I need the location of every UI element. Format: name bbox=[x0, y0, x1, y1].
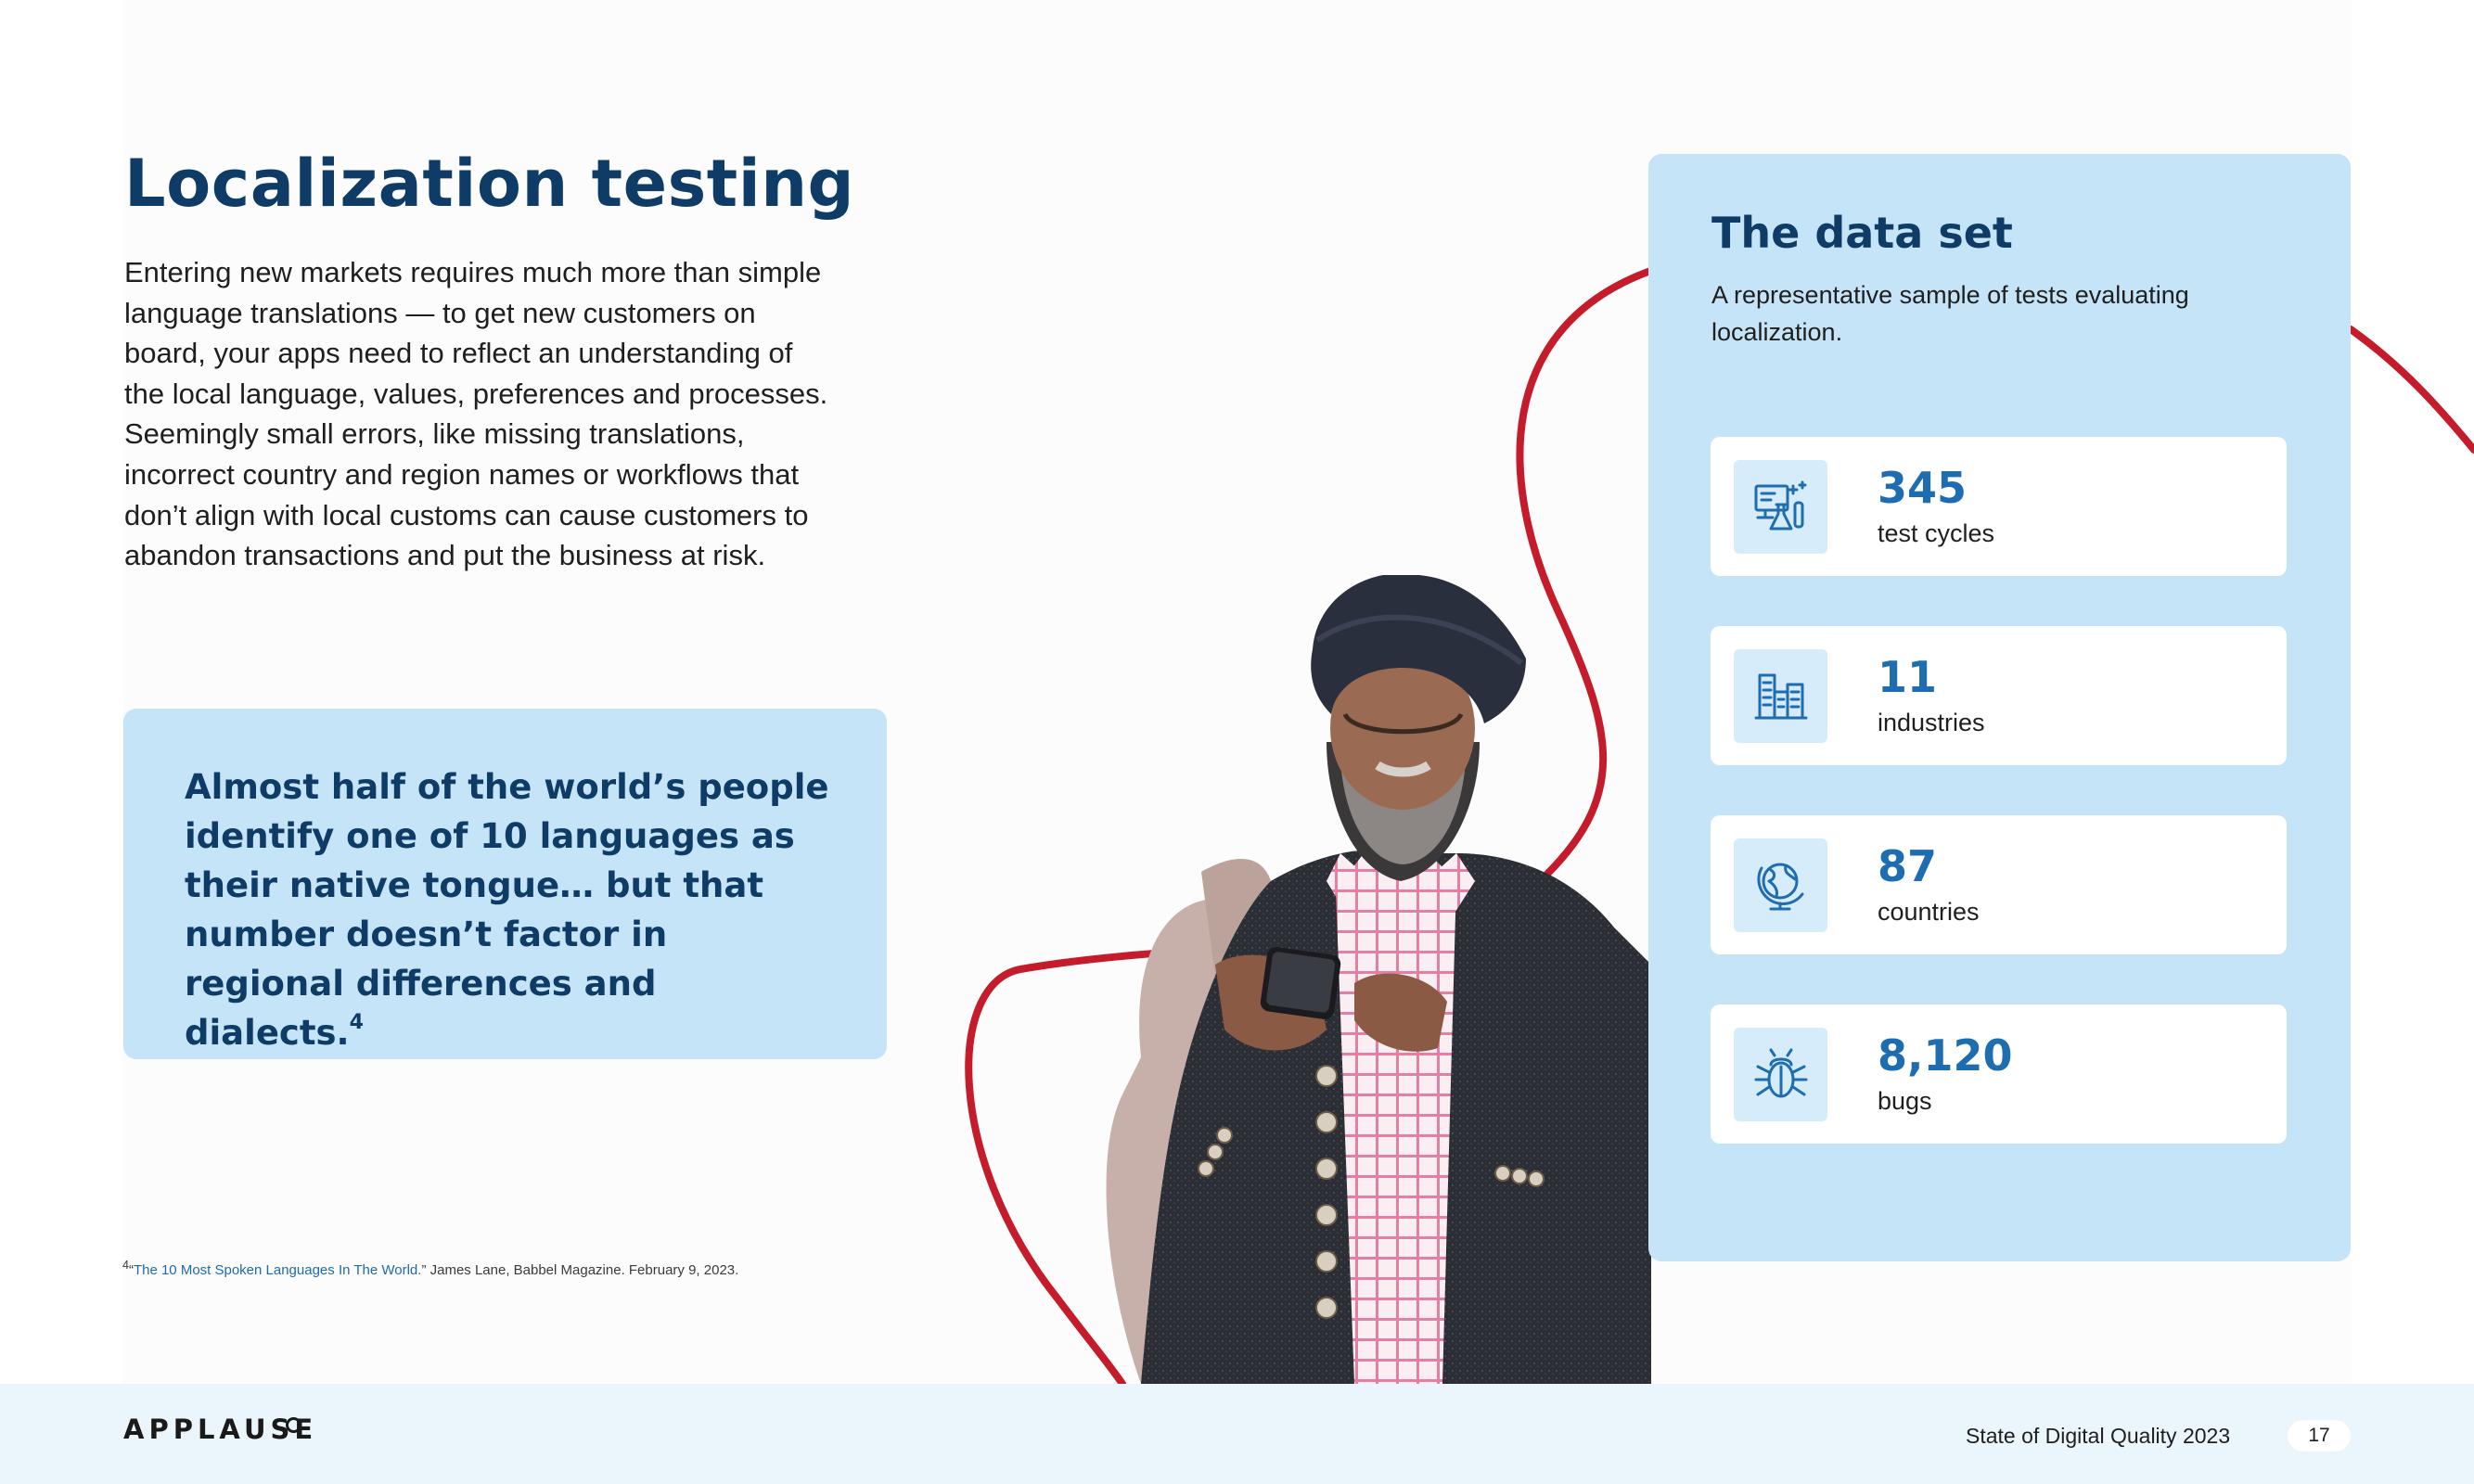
footnote-open-quote: “ bbox=[128, 1262, 134, 1278]
logo-mark-icon bbox=[286, 1417, 301, 1433]
stat-card-test-cycles bbox=[1711, 437, 2287, 576]
page-number: 17 bbox=[2288, 1420, 2351, 1452]
intro-paragraph: Entering new markets requires much more than simple language translations — to get new customers on board, your apps need to reflect an understanding of the local language, values, preferences and processes. Seemingly small errors, like missing translations, incorrect country and region names or workflows that don’t align with local customs can cause customers to abandon transactions and put the business at risk. bbox=[124, 256, 828, 572]
stat-value-bugs: 8,120 bbox=[1878, 1030, 2013, 1081]
data-set-panel bbox=[1648, 154, 2351, 1261]
stat-label-countries: countries bbox=[1878, 898, 1980, 926]
lab-computer-icon bbox=[1734, 460, 1827, 554]
data-set-subtitle: A representative sample of tests evaluating localization. bbox=[1711, 281, 2189, 346]
data-set-title: The data set bbox=[1711, 208, 2013, 258]
callout-footnote-ref[interactable]: 4 bbox=[349, 1010, 364, 1034]
stat-label-industries: industries bbox=[1878, 709, 1985, 736]
stat-card-bugs bbox=[1711, 1004, 2287, 1144]
report-name: State of Digital Quality 2023 bbox=[1966, 1424, 2231, 1448]
footnote-number: 4 bbox=[122, 1259, 129, 1272]
callout-text-body: Almost half of the world’s people identify one of 10 languages as their native tongue… but that number doesn’t factor in regional differences and dialects. bbox=[185, 767, 829, 1053]
stat-label-bugs: bugs bbox=[1878, 1087, 1932, 1115]
page-title: Localization testing bbox=[124, 146, 855, 222]
stat-card-countries bbox=[1711, 815, 2287, 954]
stat-value-countries: 87 bbox=[1878, 841, 1938, 891]
man-with-phone-photo bbox=[1020, 575, 1651, 1384]
footnote bbox=[122, 1259, 738, 1278]
applause-logo: APPLAUSE bbox=[123, 1414, 318, 1445]
stat-label-test-cycles: test cycles bbox=[1878, 519, 1995, 547]
globe-icon bbox=[1734, 838, 1827, 932]
footnote-citation: ” James Lane, Babbel Magazine. February 9, 2023. bbox=[421, 1262, 739, 1278]
buildings-icon bbox=[1734, 649, 1827, 743]
stat-value-test-cycles: 345 bbox=[1878, 463, 1968, 513]
stat-card-industries bbox=[1711, 626, 2287, 765]
callout-text bbox=[185, 762, 831, 1057]
callout-box bbox=[123, 709, 887, 1059]
bug-icon bbox=[1734, 1028, 1827, 1121]
footnote-link[interactable]: The 10 Most Spoken Languages In The World. bbox=[133, 1262, 422, 1278]
stat-value-industries: 11 bbox=[1878, 652, 1938, 702]
